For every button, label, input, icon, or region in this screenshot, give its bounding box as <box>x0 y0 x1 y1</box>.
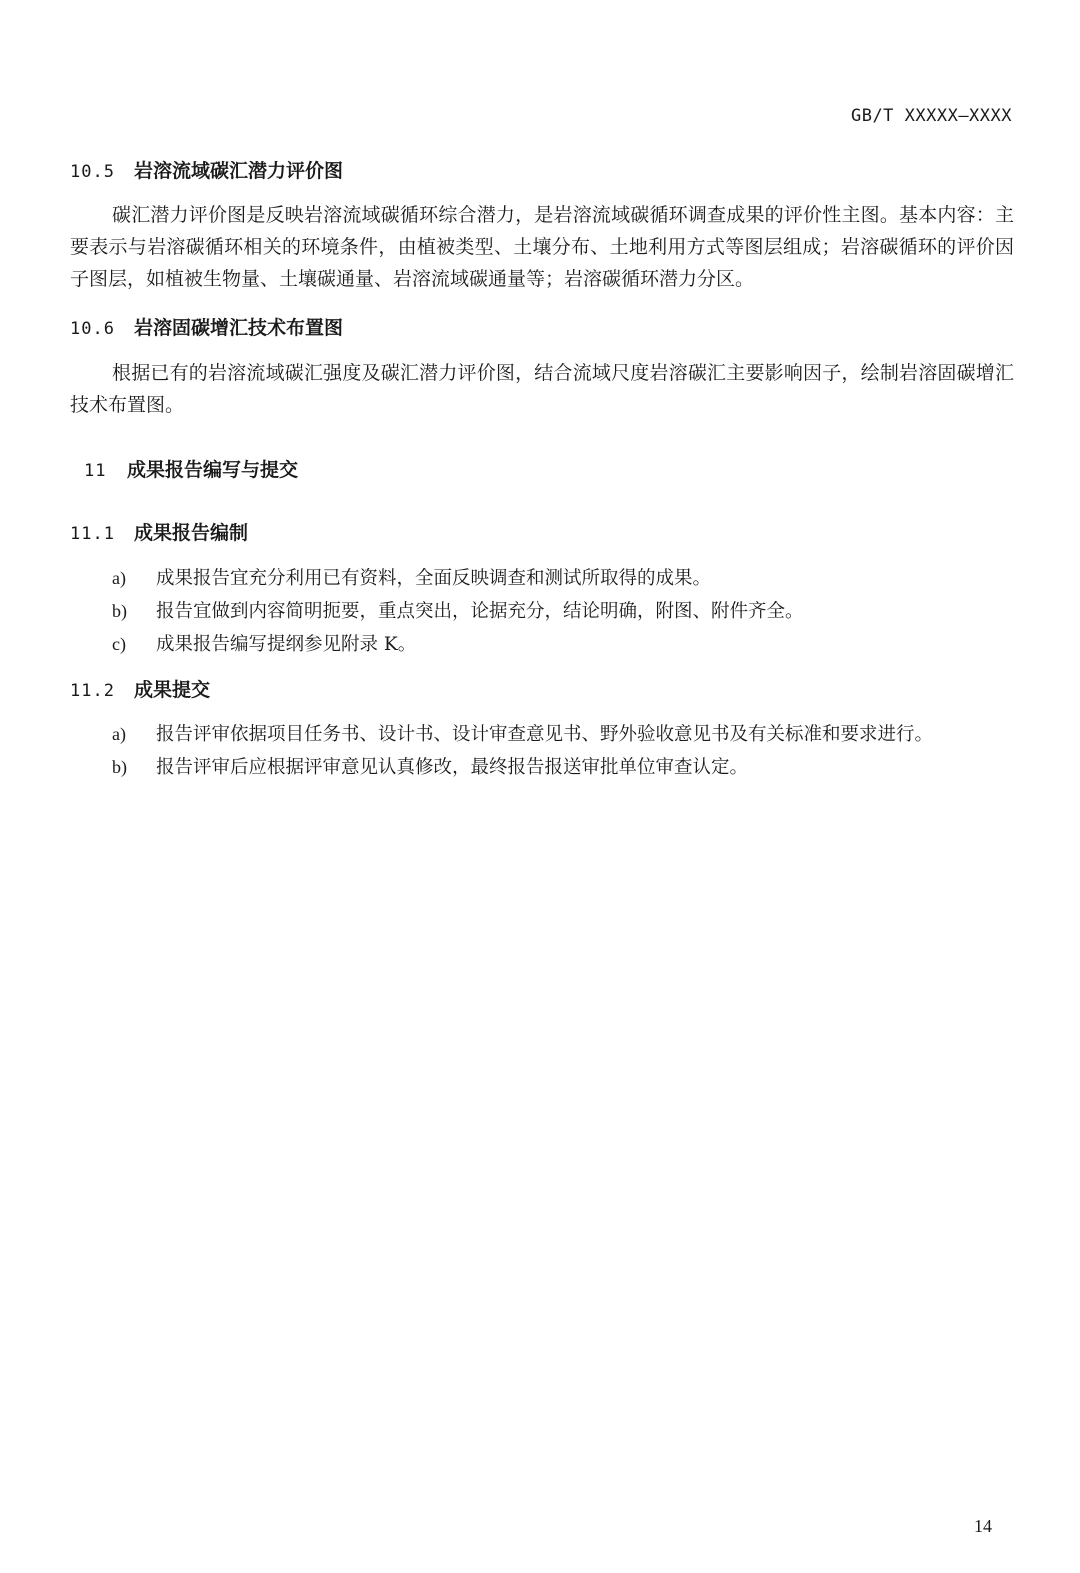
list-marker: a) <box>112 568 126 588</box>
list-item <box>112 562 1022 595</box>
list-11-2 <box>112 718 1022 784</box>
list-item <box>112 628 1022 661</box>
list-11-1 <box>112 562 1022 661</box>
list-marker: c) <box>112 634 126 654</box>
section-paragraph-10-6: 根据已有的岩溶流域碳汇强度及碳汇潜力评价图，结合流域尺度岩溶碳汇主要影响因子，绘制岩溶固碳增汇技术布置图。 <box>70 362 1014 416</box>
section-title: 成果报告编制 <box>134 522 249 544</box>
section-number: 11.1 <box>70 524 115 544</box>
list-item-text: 成果报告编写提纲参见附录 K。 <box>156 634 417 655</box>
list-marker: b) <box>112 757 127 777</box>
list-marker: b) <box>112 601 127 621</box>
list-item <box>112 751 1022 784</box>
section-heading-11-1 <box>70 518 248 545</box>
page-number: 14 <box>974 1516 992 1536</box>
section-heading-10-6 <box>70 313 343 340</box>
section-number: 11.2 <box>70 681 115 701</box>
list-marker: a) <box>112 724 126 744</box>
section-heading-11-2 <box>70 675 210 702</box>
section-heading-10-5 <box>70 156 343 183</box>
chapter-number: 11 <box>84 461 107 481</box>
section-number: 10.5 <box>70 162 115 182</box>
list-item-text: 报告宜做到内容简明扼要，重点突出，论据充分，结论明确，附图、附件齐全。 <box>156 601 804 622</box>
section-number: 10.6 <box>70 319 115 339</box>
section-title: 岩溶流域碳汇潜力评价图 <box>134 160 344 182</box>
list-item-text: 报告评审后应根据评审意见认真修改，最终报告报送审批单位审查认定。 <box>156 757 749 778</box>
section-title: 岩溶固碳增汇技术布置图 <box>134 317 344 339</box>
chapter-heading-11 <box>84 455 298 482</box>
list-item-text: 报告评审依据项目任务书、设计书、设计审查意见书、野外验收意见书及有关标准和要求进行。 <box>156 724 934 745</box>
list-item <box>112 595 1022 628</box>
list-item <box>112 718 1022 751</box>
section-paragraph-10-5: 碳汇潜力评价图是反映岩溶流域碳循环综合潜力，是岩溶流域碳循环调查成果的评价性主图。基本内容：主要表示与岩溶碳循环相关的环境条件，由植被类型、土壤分布、土地利用方式等图层组成；岩溶碳循环的评价因子图层，如植被生物量、土壤碳通量、岩溶流域碳通量等；岩溶碳循环潜力分区。 <box>70 204 1014 290</box>
chapter-title: 成果报告编写与提交 <box>127 459 299 481</box>
document-code: GB/T XXXXX—XXXX <box>850 106 1012 126</box>
section-title: 成果提交 <box>134 679 211 701</box>
list-item-text: 成果报告宜充分利用已有资料，全面反映调查和测试所取得的成果。 <box>156 568 712 589</box>
